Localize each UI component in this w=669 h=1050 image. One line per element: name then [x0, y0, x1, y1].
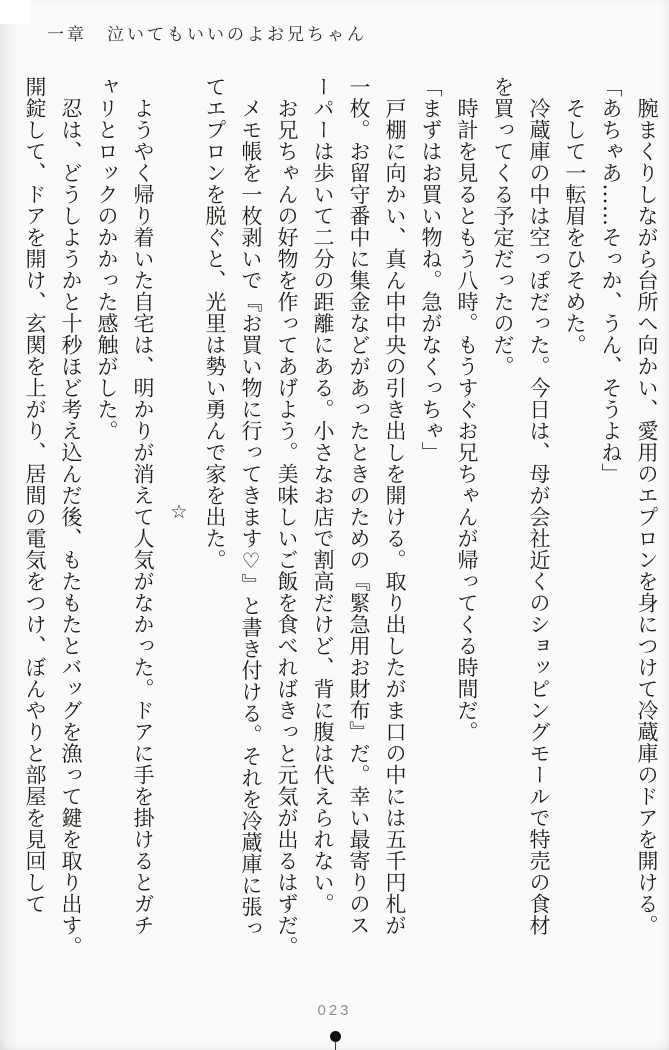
text-column: メモ帳を一枚剥いで『お買い物に行ってきます♡』と書き付ける。それを冷蔵庫に張っ: [239, 76, 263, 939]
text-column: てエプロンを脱ぐと、光里は勢い勇んで家を出た。: [203, 76, 227, 571]
page-number: 023: [317, 1002, 352, 1019]
text-column: 時計を見るともう八時。もうすぐお兄ちゃんが帰ってくる時間だ。: [455, 76, 479, 743]
text-column: 腕まくりしながら台所へ向かい、愛用のエプロンを身につけて冷蔵庫のドアを開ける。: [635, 76, 659, 936]
text-column: 一枚。お留守番中に集金などがあったときのための『緊急用お財布』だ。幸い最寄りのス: [347, 76, 371, 936]
text-column: 開錠して、ドアを開け、玄関を上がり、居間の電気をつけ、ぼんやりと部屋を見回して: [23, 76, 47, 915]
text-column: 冷蔵庫の中は空っぽだった。今日は、母が会社近くのショッピングモールで特売の食材: [527, 76, 551, 936]
text-column: そして一転眉をひそめた。: [563, 76, 587, 356]
section-divider-star: ☆: [168, 501, 190, 524]
text-column: ャリとロックのかかった感触がした。: [95, 76, 119, 442]
text-column: 忍は、どうしようかと十秒ほど考え込んだ後、もたもたとバッグを漁って鍵を取り出す。: [59, 76, 83, 958]
registration-stem-icon: [335, 1041, 336, 1050]
text-column: お兄ちゃんの好物を作ってあげよう。美味しいご飯を食べればきっと元気が出るはずだ。: [275, 76, 299, 958]
text-column: ーパーは歩いて二分の距離にある。小さなお店で割高だけど、背に腹は代えられない。: [311, 76, 335, 915]
scan-corner-artifact: [0, 0, 30, 24]
text-column: 「まずはお買い物ね。急がなくっちゃ」: [419, 76, 443, 463]
text-column: を買ってくる予定だったのだ。: [491, 76, 515, 377]
chapter-header: 一章 泣いてもいいのよお兄ちゃん: [47, 25, 367, 45]
text-column: ようやく帰り着いた自宅は、明かりが消えて人気がなかった。ドアに手を掛けるとガチ: [131, 76, 155, 936]
text-column: 「あちゃあ……そっか、うん、そうよね」: [599, 76, 623, 485]
text-column: 戸棚に向かい、真ん中中央の引き出しを開ける。取り出したがま口の中には五千円札が: [383, 76, 407, 936]
vertical-text-body: [17, 76, 665, 981]
